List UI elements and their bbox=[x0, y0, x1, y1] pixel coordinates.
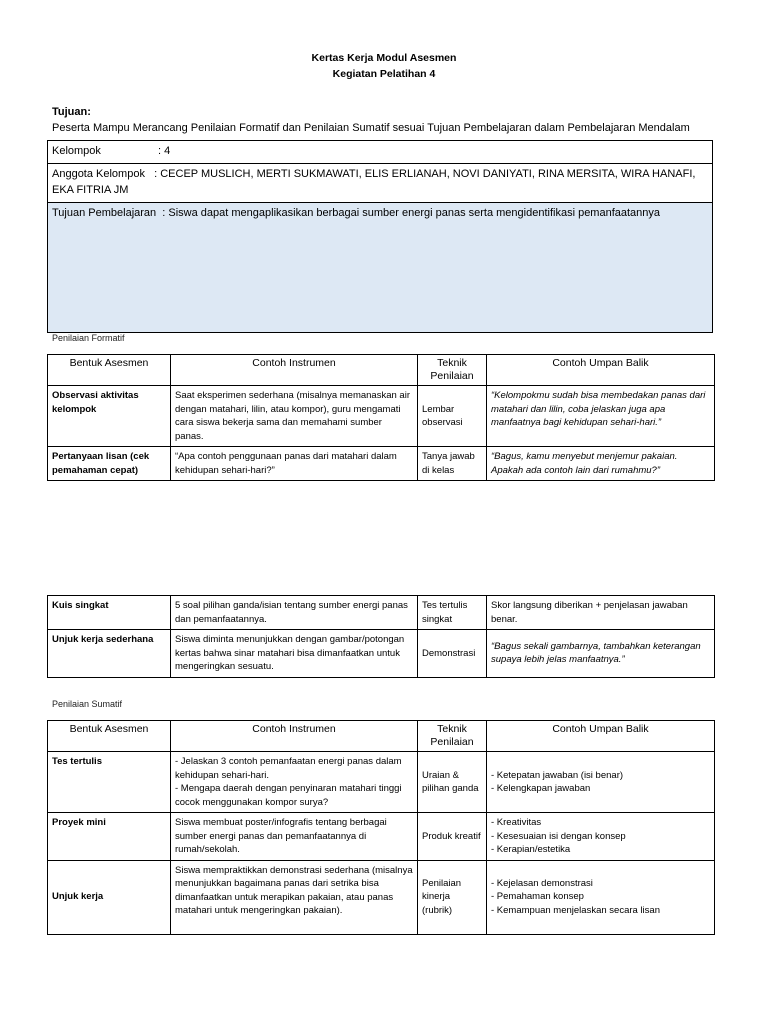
table-header-row bbox=[48, 355, 715, 386]
cell-instrumen: Saat eksperimen sederhana (misalnya memanaskan air dengan matahari, lilin, atau kompor), guru mengamati cara siswa bekerja sama dan memahami sumber panas. bbox=[171, 386, 418, 447]
cell-teknik: Tes tertulis singkat bbox=[418, 596, 487, 630]
table-row bbox=[48, 447, 715, 481]
group-info-box bbox=[47, 140, 713, 333]
cell-umpan: - Kreativitas - Kesesuaian isi dengan konsep - Kerapian/estetika bbox=[487, 813, 715, 861]
cell-umpan: Skor langsung diberikan + penjelasan jawaban benar. bbox=[487, 596, 715, 630]
cell-bentuk: Tes tertulis bbox=[48, 752, 171, 813]
table-row bbox=[48, 630, 715, 678]
kelompok-value: : 4 bbox=[158, 145, 171, 157]
cell-teknik: Lembar observasi bbox=[418, 386, 487, 447]
tujuan-pembelajaran-value: : Siswa dapat mengaplikasikan berbagai sumber energi panas serta mengidentifikasi pemanfaatannya bbox=[162, 207, 661, 219]
header-bentuk: Bentuk Asesmen bbox=[48, 721, 171, 752]
sumatif-table bbox=[47, 720, 715, 935]
formatif-table bbox=[47, 354, 715, 481]
cell-umpan: “Bagus sekali gambarnya, tambahkan keterangan supaya lebih jelas manfaatnya.” bbox=[487, 630, 715, 678]
cell-umpan: “Bagus, kamu menyebut menjemur pakaian. Apakah ada contoh lain dari rumahmu?” bbox=[487, 447, 715, 481]
table-row bbox=[48, 596, 715, 630]
cell-instrumen: “Apa contoh penggunaan panas dari matahari dalam kehidupan sehari-hari?” bbox=[171, 447, 418, 481]
cell-teknik: Uraian & pilihan ganda bbox=[418, 752, 487, 813]
cell-umpan: “Kelompokmu sudah bisa membedakan panas dari matahari dan lilin, coba jelaskan juga apa manfaatnya bagi kehidupan sehari-hari.” bbox=[487, 386, 715, 447]
table-header-row bbox=[48, 721, 715, 752]
cell-bentuk: Observasi aktivitas kelompok bbox=[48, 386, 171, 447]
document-subtitle: Kegiatan Pelatihan 4 bbox=[332, 68, 436, 80]
kelompok-label: Kelompok bbox=[52, 145, 101, 157]
anggota-value: : CECEP MUSLICH, MERTI SUKMAWATI, ELIS ERLIANAH, NOVI DANIYATI, RINA MERSITA, WIRA HANAFI, EKA FITRIA JM bbox=[52, 168, 696, 196]
document-title: Kertas Kerja Modul Asesmen bbox=[311, 52, 457, 64]
header-instrumen: Contoh Instrumen bbox=[171, 721, 418, 752]
cell-umpan: - Ketepatan jawaban (isi benar) - Kelengkapan jawaban bbox=[487, 752, 715, 813]
table-row bbox=[48, 813, 715, 861]
table-row bbox=[48, 752, 715, 813]
anggota-row bbox=[48, 164, 712, 203]
header-bentuk: Bentuk Asesmen bbox=[48, 355, 171, 386]
tujuan-pembelajaran-label: Tujuan Pembelajaran bbox=[52, 207, 157, 219]
cell-instrumen: Siswa diminta menunjukkan dengan gambar/potongan kertas bahwa sinar matahari bisa dimanfaatkan untuk mengeringkan sesuatu. bbox=[171, 630, 418, 678]
header-teknik: Teknik Penilaian bbox=[418, 355, 487, 386]
anggota-label: Anggota Kelompok bbox=[52, 168, 145, 180]
header-umpan: Contoh Umpan Balik bbox=[487, 355, 715, 386]
cell-instrumen: - Jelaskan 3 contoh pemanfaatan energi panas dalam kehidupan sehari-hari. - Mengapa daerah dengan penyinaran matahari tinggi cocok menggunakan kompor surya? bbox=[171, 752, 418, 813]
cell-umpan: - Kejelasan demonstrasi - Pemahaman konsep - Kemampuan menjelaskan secara lisan bbox=[487, 860, 715, 934]
table-row bbox=[48, 860, 715, 934]
cell-bentuk: Unjuk kerja sederhana bbox=[48, 630, 171, 678]
cell-teknik: Tanya jawab di kelas bbox=[418, 447, 487, 481]
formatif-label: Penilaian Formatif bbox=[52, 333, 125, 343]
cell-bentuk: Kuis singkat bbox=[48, 596, 171, 630]
tujuan-label: Tujuan: bbox=[52, 106, 91, 118]
header-teknik: Teknik Penilaian bbox=[418, 721, 487, 752]
header-umpan: Contoh Umpan Balik bbox=[487, 721, 715, 752]
cell-instrumen: Siswa membuat poster/infografis tentang berbagai sumber energi panas dan pemanfaatannya di rumah/sekolah. bbox=[171, 813, 418, 861]
sumatif-label: Penilaian Sumatif bbox=[52, 699, 123, 709]
cell-teknik: Produk kreatif bbox=[418, 813, 487, 861]
cell-teknik: Penilaian kinerja (rubrik) bbox=[418, 860, 487, 934]
cell-instrumen: Siswa mempraktikkan demonstrasi sederhana (misalnya menunjukkan bagaimana panas dari setrika bisa dimanfaatkan untuk merapikan pakaian, atau panas matahari untuk mengeringkan pakaian). bbox=[171, 860, 418, 934]
formatif-table-continued bbox=[47, 595, 715, 678]
cell-bentuk: Pertanyaan lisan (cek pemahaman cepat) bbox=[48, 447, 171, 481]
tujuan-pembelajaran-row[interactable] bbox=[48, 203, 712, 332]
cell-bentuk: Unjuk kerja bbox=[48, 860, 171, 934]
tujuan-text: Peserta Mampu Merancang Penilaian Formatif dan Penilaian Sumatif sesuai Tujuan Pembelajaran dalam Pembelajaran Mendalam bbox=[52, 122, 690, 134]
table-row bbox=[48, 386, 715, 447]
cell-bentuk: Proyek mini bbox=[48, 813, 171, 861]
header-instrumen: Contoh Instrumen bbox=[171, 355, 418, 386]
cell-teknik: Demonstrasi bbox=[418, 630, 487, 678]
kelompok-row bbox=[48, 141, 712, 164]
cell-instrumen: 5 soal pilihan ganda/isian tentang sumber energi panas dan pemanfaatannya. bbox=[171, 596, 418, 630]
